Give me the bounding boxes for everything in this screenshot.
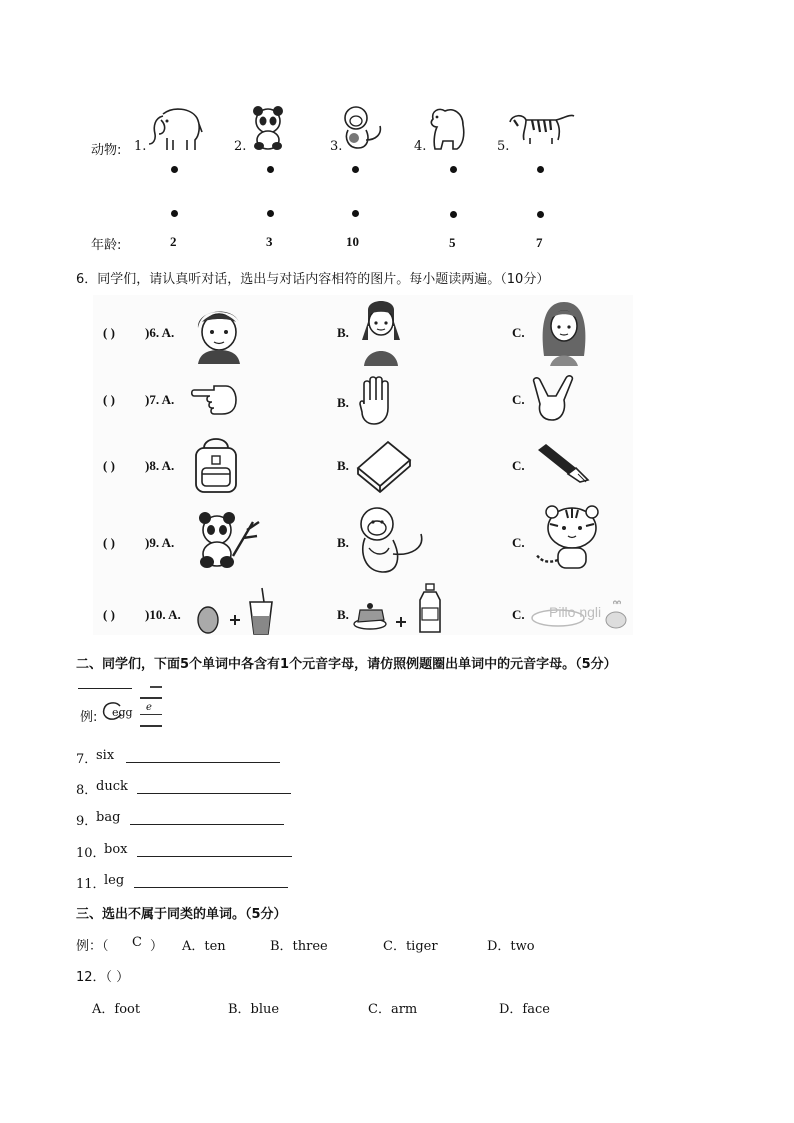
answer-bracket[interactable]: ( ) <box>103 535 115 550</box>
item-number: 8． <box>76 783 98 798</box>
question-label: )10. A. <box>145 607 181 622</box>
question-label: )9. A. <box>145 535 175 550</box>
option-c[interactable]: C．arm <box>368 1002 418 1017</box>
boy-face-icon <box>192 300 246 364</box>
item-word: bag <box>96 810 121 825</box>
animal-number: 5. <box>497 139 510 154</box>
tiger-icon <box>506 110 578 152</box>
animal-number: 3. <box>330 139 343 154</box>
girl-long-hair-icon <box>536 296 592 366</box>
girl-pigtails-icon <box>356 296 406 366</box>
answer-line[interactable] <box>134 887 288 888</box>
answer-bracket[interactable]: ( ) <box>103 392 115 407</box>
section3-title: 三、选出不属于同类的单词。（5分） <box>76 907 287 922</box>
age-value: 3 <box>266 234 273 249</box>
item-number: 10． <box>76 846 106 861</box>
option-c-label: C. <box>512 535 525 550</box>
monkey-icon <box>340 104 384 152</box>
option-c-label: C. <box>512 325 525 340</box>
tiger-cub-icon <box>532 504 610 576</box>
option-c-label: C. <box>512 458 525 473</box>
age-value: 10 <box>346 234 359 249</box>
answer-bracket[interactable]: ( ) <box>103 607 115 622</box>
age-value: 5 <box>449 235 456 250</box>
option-a[interactable]: A．foot <box>92 1002 141 1017</box>
example-word: egg <box>112 706 133 719</box>
cake-and-water-icon <box>352 584 448 636</box>
match-dot[interactable] <box>171 166 178 173</box>
ages-label: 年龄: <box>91 238 122 253</box>
rule-line <box>150 686 162 688</box>
item-number: 9． <box>76 814 98 829</box>
section2-title: 二、同学们，下面5个单词中各含有1个元音字母，请仿照例题圈出单词中的元音字母。（5分） <box>76 657 617 672</box>
option-b-label: B. <box>337 325 349 340</box>
example-label: 例：（ <box>76 939 109 954</box>
elephant-icon <box>143 104 203 152</box>
option-b[interactable]: B．blue <box>228 1002 280 1017</box>
option-b-label: B. <box>337 458 349 473</box>
option-a: A．ten <box>182 939 226 954</box>
monkey-banana-icon <box>355 504 431 576</box>
item-word: leg <box>104 873 125 888</box>
example-answer: e <box>146 702 152 713</box>
example-answer: C <box>132 935 142 950</box>
egg-and-juice-icon <box>196 586 280 636</box>
hand-four-fingers-icon <box>356 374 400 426</box>
animal-number: 1. <box>134 139 147 154</box>
match-dot[interactable] <box>450 166 457 173</box>
rule-line <box>140 714 162 715</box>
option-c-label: C. <box>512 607 525 622</box>
question-label: )7. A. <box>145 392 175 407</box>
item-number: 11． <box>76 877 106 892</box>
item-word: box <box>104 842 128 857</box>
match-dot[interactable] <box>537 211 544 218</box>
rule-line <box>140 725 162 727</box>
match-dot[interactable] <box>450 211 457 218</box>
animal-number: 4. <box>414 139 427 154</box>
match-dot[interactable] <box>537 166 544 173</box>
age-value: 7 <box>536 235 543 250</box>
match-dot[interactable] <box>352 210 359 217</box>
bear-icon <box>423 105 469 151</box>
animals-label: 动物: <box>91 143 122 158</box>
animal-number: 2. <box>234 139 247 154</box>
match-dot[interactable] <box>352 166 359 173</box>
option-c: C．tiger <box>383 939 438 954</box>
option-d: D．two <box>487 939 535 954</box>
answer-line[interactable] <box>137 856 292 857</box>
book-icon <box>354 438 414 490</box>
item-number: 7． <box>76 752 98 767</box>
school-bag-icon <box>190 434 242 494</box>
option-b-label: B. <box>337 607 349 622</box>
rule-line <box>78 688 132 689</box>
item-word: six <box>96 748 115 763</box>
hand-shaka-icon <box>530 374 576 424</box>
hand-one-finger-icon <box>192 378 242 418</box>
answer-line[interactable] <box>137 793 291 794</box>
age-value: 2 <box>170 234 177 249</box>
answer-line[interactable] <box>126 762 280 763</box>
match-dot[interactable] <box>267 166 274 173</box>
answer-line[interactable] <box>130 824 284 825</box>
watermark-text: Pillo ngli <box>549 604 602 620</box>
panda-icon <box>247 105 289 151</box>
rule-line <box>140 697 162 699</box>
answer-bracket[interactable]: ( ) <box>103 458 115 473</box>
option-c-label: C. <box>512 392 525 407</box>
example-label: 例: <box>80 710 98 725</box>
option-b-label: B. <box>337 535 349 550</box>
question-label: )8. A. <box>145 458 175 473</box>
answer-bracket[interactable]: ( ) <box>103 325 115 340</box>
match-dot[interactable] <box>267 210 274 217</box>
option-b: B．three <box>270 939 328 954</box>
option-b-label: B. <box>337 395 349 410</box>
question-label: )6. A. <box>145 325 175 340</box>
panda-bamboo-icon <box>193 512 265 570</box>
option-d[interactable]: D．face <box>499 1002 550 1017</box>
example-close-paren: ） <box>150 939 164 954</box>
question-12-label[interactable]: 12．（ ） <box>76 970 130 985</box>
section6-title: 6．同学们，请认真听对话，选出与对话内容相符的图片。每小题读两遍。（10分） <box>76 272 550 287</box>
pen-icon <box>534 442 594 484</box>
item-word: duck <box>96 779 128 794</box>
match-dot[interactable] <box>171 210 178 217</box>
